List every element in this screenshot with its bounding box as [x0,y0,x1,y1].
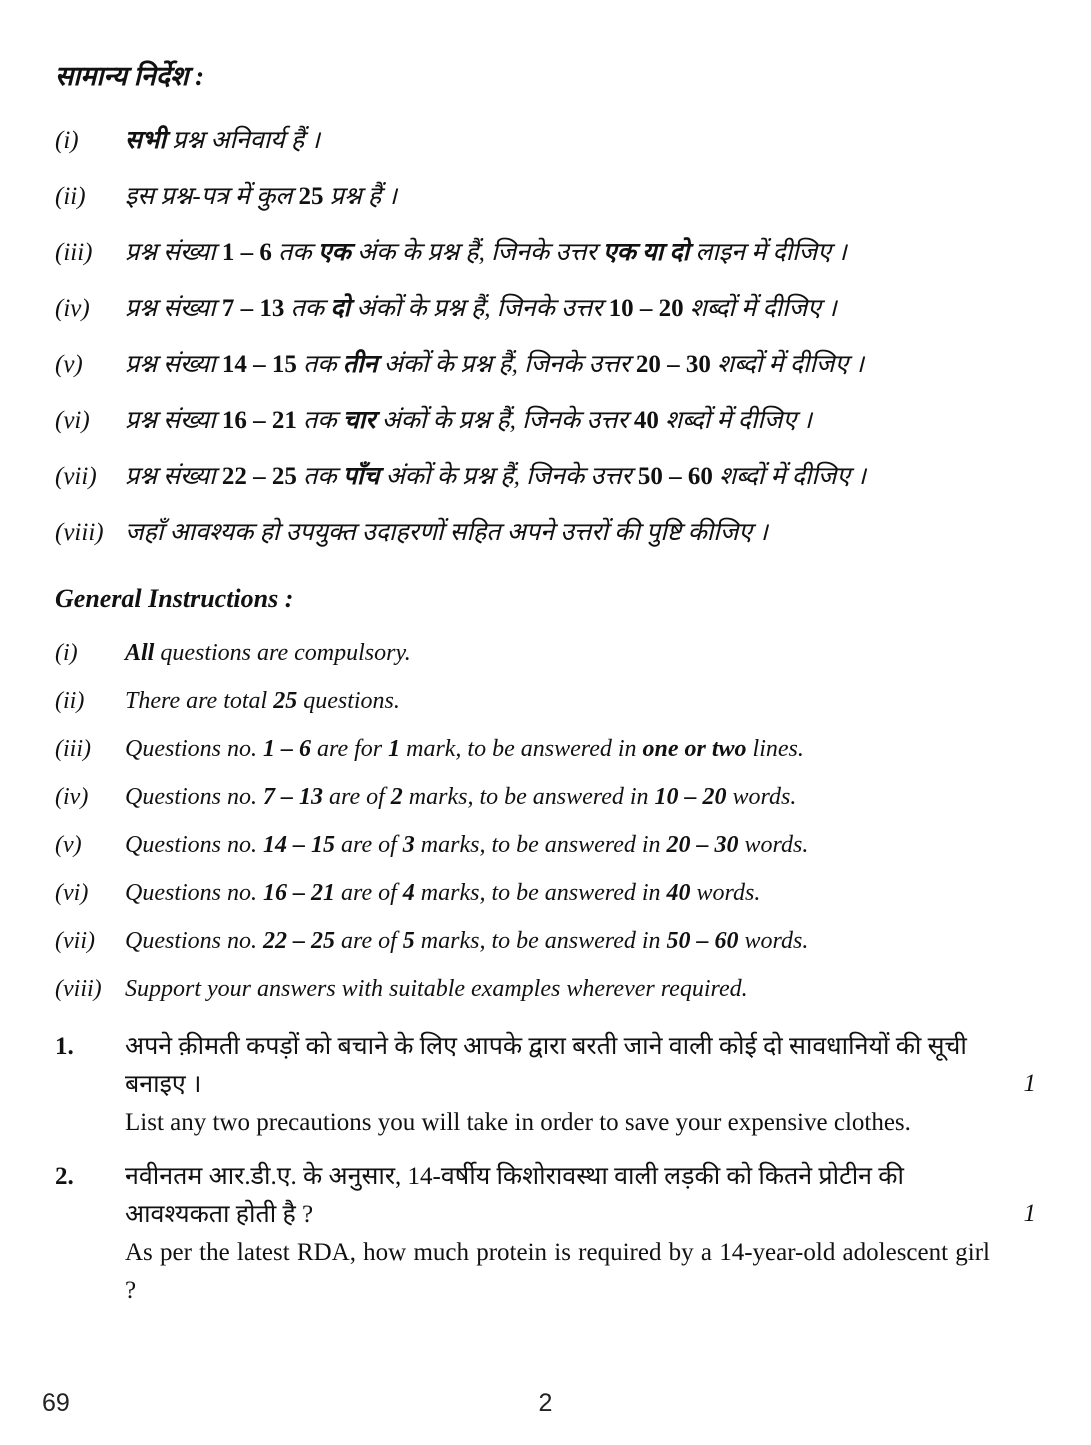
instruction-marker: (vii) [55,463,97,490]
instruction-marker: (iv) [55,295,90,322]
hindi-instruction-item-5 [55,347,1036,382]
hindi-instruction-item-7 [55,459,1036,494]
question-number: 1. [55,1033,74,1060]
paper-code: 69 [42,1389,70,1417]
instruction-text: Questions no. 7 – 13 are of 2 marks, to be answered in 10 – 20 words. [125,784,797,810]
english-instructions-section [55,584,1036,1006]
instruction-text: जहाँ आवश्यक हो उपयुक्त उदाहरणों सहित अपने उत्तरों की पुष्टि कीजिए । [125,519,768,546]
instruction-marker: (vi) [55,880,89,906]
instruction-text: Questions no. 14 – 15 are of 3 marks, to be answered in 20 – 30 words. [125,832,809,858]
english-instruction-item-4 [55,780,1036,814]
page-footer [0,1389,1091,1419]
english-instructions-heading: General Instructions : [55,584,294,613]
english-instruction-item-5 [55,828,1036,862]
hindi-instruction-item-2 [55,179,1036,214]
instruction-marker: (vi) [55,407,90,434]
question-number: 2. [55,1163,74,1190]
question-hindi-block [125,1158,1036,1234]
instruction-text: प्रश्न संख्या 7 – 13 तक दो अंकों के प्रश्न हैं, जिनके उत्तर 10 – 20 शब्दों में दीजिए । [125,295,837,322]
instruction-marker: (v) [55,832,82,858]
hindi-instructions-section [55,56,1036,550]
questions-section [55,1028,1036,1310]
english-instruction-item-6 [55,876,1036,910]
question-1 [55,1028,1036,1142]
question-2 [55,1158,1036,1310]
instruction-text: Questions no. 1 – 6 are for 1 mark, to be answered in one or two lines. [125,736,804,762]
instruction-marker: (viii) [55,976,102,1002]
instruction-text: इस प्रश्न-पत्र में कुल 25 प्रश्न हैं । [125,183,397,210]
hindi-instruction-item-6 [55,403,1036,438]
english-instruction-item-3 [55,732,1036,766]
instruction-marker: (i) [55,640,78,666]
english-instruction-item-7 [55,924,1036,958]
instruction-text: Questions no. 22 – 25 are of 5 marks, to be answered in 50 – 60 words. [125,928,809,954]
instruction-text: प्रश्न संख्या 1 – 6 तक एक अंक के प्रश्न हैं, जिनके उत्तर एक या दो लाइन में दीजिए । [125,239,847,266]
instruction-text: प्रश्न संख्या 16 – 21 तक चार अंकों के प्रश्न हैं, जिनके उत्तर 40 शब्दों में दीजिए । [125,407,812,434]
question-text-hindi: अपने क़ीमती कपड़ों को बचाने के लिए आपके द्वारा बरती जाने वाली कोई दो सावधानियों की सूची बनाइए । [125,1033,967,1098]
hindi-instruction-item-4 [55,291,1036,326]
question-text-english: As per the latest RDA, how much protein is required by a 14-year-old adolescent girl ? [125,1239,990,1304]
question-text-hindi: नवीनतम आर.डी.ए. के अनुसार, 14-वर्षीय किशोरावस्था वाली लड़की को कितने प्रोटीन की आवश्यकता होती है ? [125,1163,904,1228]
instruction-text: प्रश्न संख्या 14 – 15 तक तीन अंकों के प्रश्न हैं, जिनके उत्तर 20 – 30 शब्दों में दीजिए । [125,351,865,378]
page-number: 2 [538,1389,553,1417]
instruction-marker: (v) [55,351,83,378]
instruction-text: प्रश्न संख्या 22 – 25 तक पाँच अंकों के प्रश्न हैं, जिनके उत्तर 50 – 60 शब्दों में दीजिए । [125,463,866,490]
instruction-text: Questions no. 16 – 21 are of 4 marks, to be answered in 40 words. [125,880,761,906]
instruction-marker: (ii) [55,688,85,714]
question-marks: 1 [1023,1070,1036,1097]
instruction-text: There are total 25 questions. [125,688,400,714]
instruction-marker: (iv) [55,784,89,810]
instruction-marker: (i) [55,127,79,154]
english-instruction-item-2 [55,684,1036,718]
english-instruction-item-1 [55,636,1036,670]
hindi-instructions-heading: सामान्य निर्देश : [55,61,205,91]
english-instruction-item-8 [55,972,1036,1006]
question-hindi-block [125,1028,1036,1104]
question-text-english: List any two precautions you will take in order to save your expensive clothes. [125,1109,911,1136]
question-body [125,1028,1036,1142]
hindi-instruction-item-3 [55,235,1036,270]
instruction-text: सभी प्रश्न अनिवार्य हैं । [125,127,320,154]
instruction-marker: (vii) [55,928,95,954]
hindi-instruction-item-1 [55,123,1036,158]
instruction-marker: (ii) [55,183,86,210]
instruction-text: Support your answers with suitable examples wherever required. [125,976,748,1002]
instruction-marker: (viii) [55,519,104,546]
instruction-marker: (iii) [55,736,91,762]
instruction-text: All questions are compulsory. [125,640,411,666]
question-body [125,1158,1036,1310]
question-marks: 1 [1023,1200,1036,1227]
instruction-marker: (iii) [55,239,93,266]
hindi-instruction-item-8 [55,515,1036,550]
